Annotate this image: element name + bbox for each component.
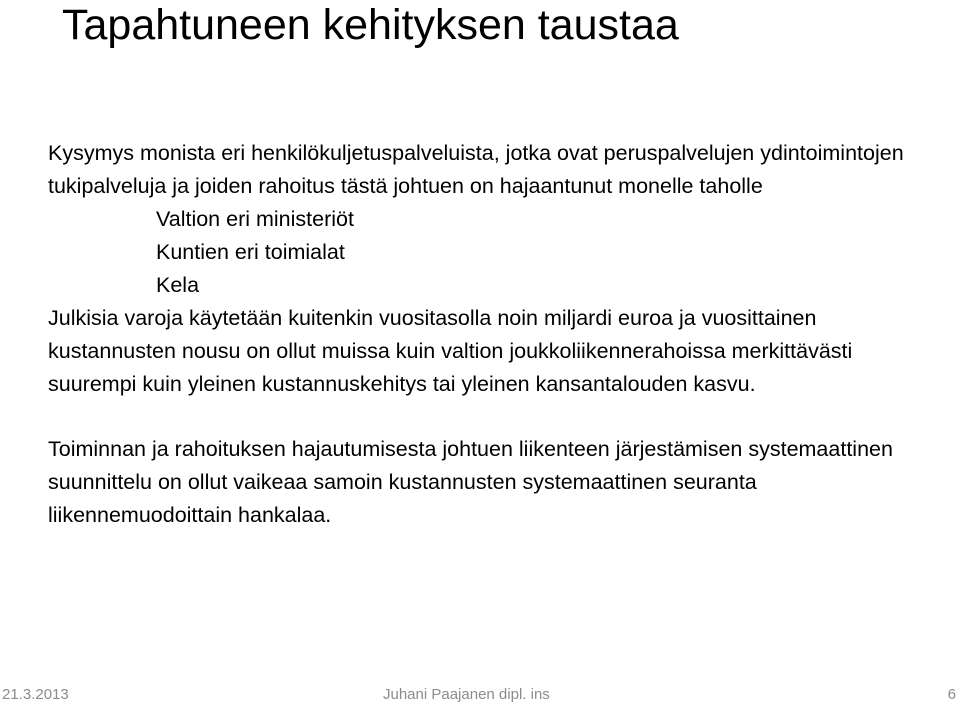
footer-page-number: 6: [947, 686, 956, 703]
slide-content: [48, 137, 928, 532]
paragraph-public-funds: Julkisia varoja käytetään kuitenkin vuositasolla noin miljardi euroa ja vuosittainen kustannusten nousu on ollut muissa kuin valtion joukkoliikennerahoissa merkittävästi suurempi kuin yleinen kustannuskehitys tai yleinen kansantalouden kasvu.: [48, 306, 853, 396]
footer-date: 21.3.2013: [2, 686, 69, 703]
list-item: Kela: [156, 273, 200, 297]
funding-sources-list: [48, 203, 928, 302]
footer-author: Juhani Paajanen dipl. ins: [383, 686, 550, 703]
slide-title: Tapahtuneen kehityksen taustaa: [62, 1, 679, 49]
list-item: Valtion eri ministeriöt: [156, 207, 354, 231]
list-item: Kuntien eri toimialat: [156, 240, 345, 264]
paragraph-planning-difficulty: Toiminnan ja rahoituksen hajautumisesta johtuen liikenteen järjestämisen systemaattinen suunnittelu on ollut vaikeaa samoin kustannusten systemaattinen seuranta liikennemuodoittain hankalaa.: [48, 437, 893, 527]
paragraph-funding-sources: Kysymys monista eri henkilökuljetuspalveluista, jotka ovat peruspalvelujen ydintoimintojen tukipalveluja ja joiden rahoitus tästä johtuen on hajaantunut monelle taholle: [48, 141, 904, 198]
